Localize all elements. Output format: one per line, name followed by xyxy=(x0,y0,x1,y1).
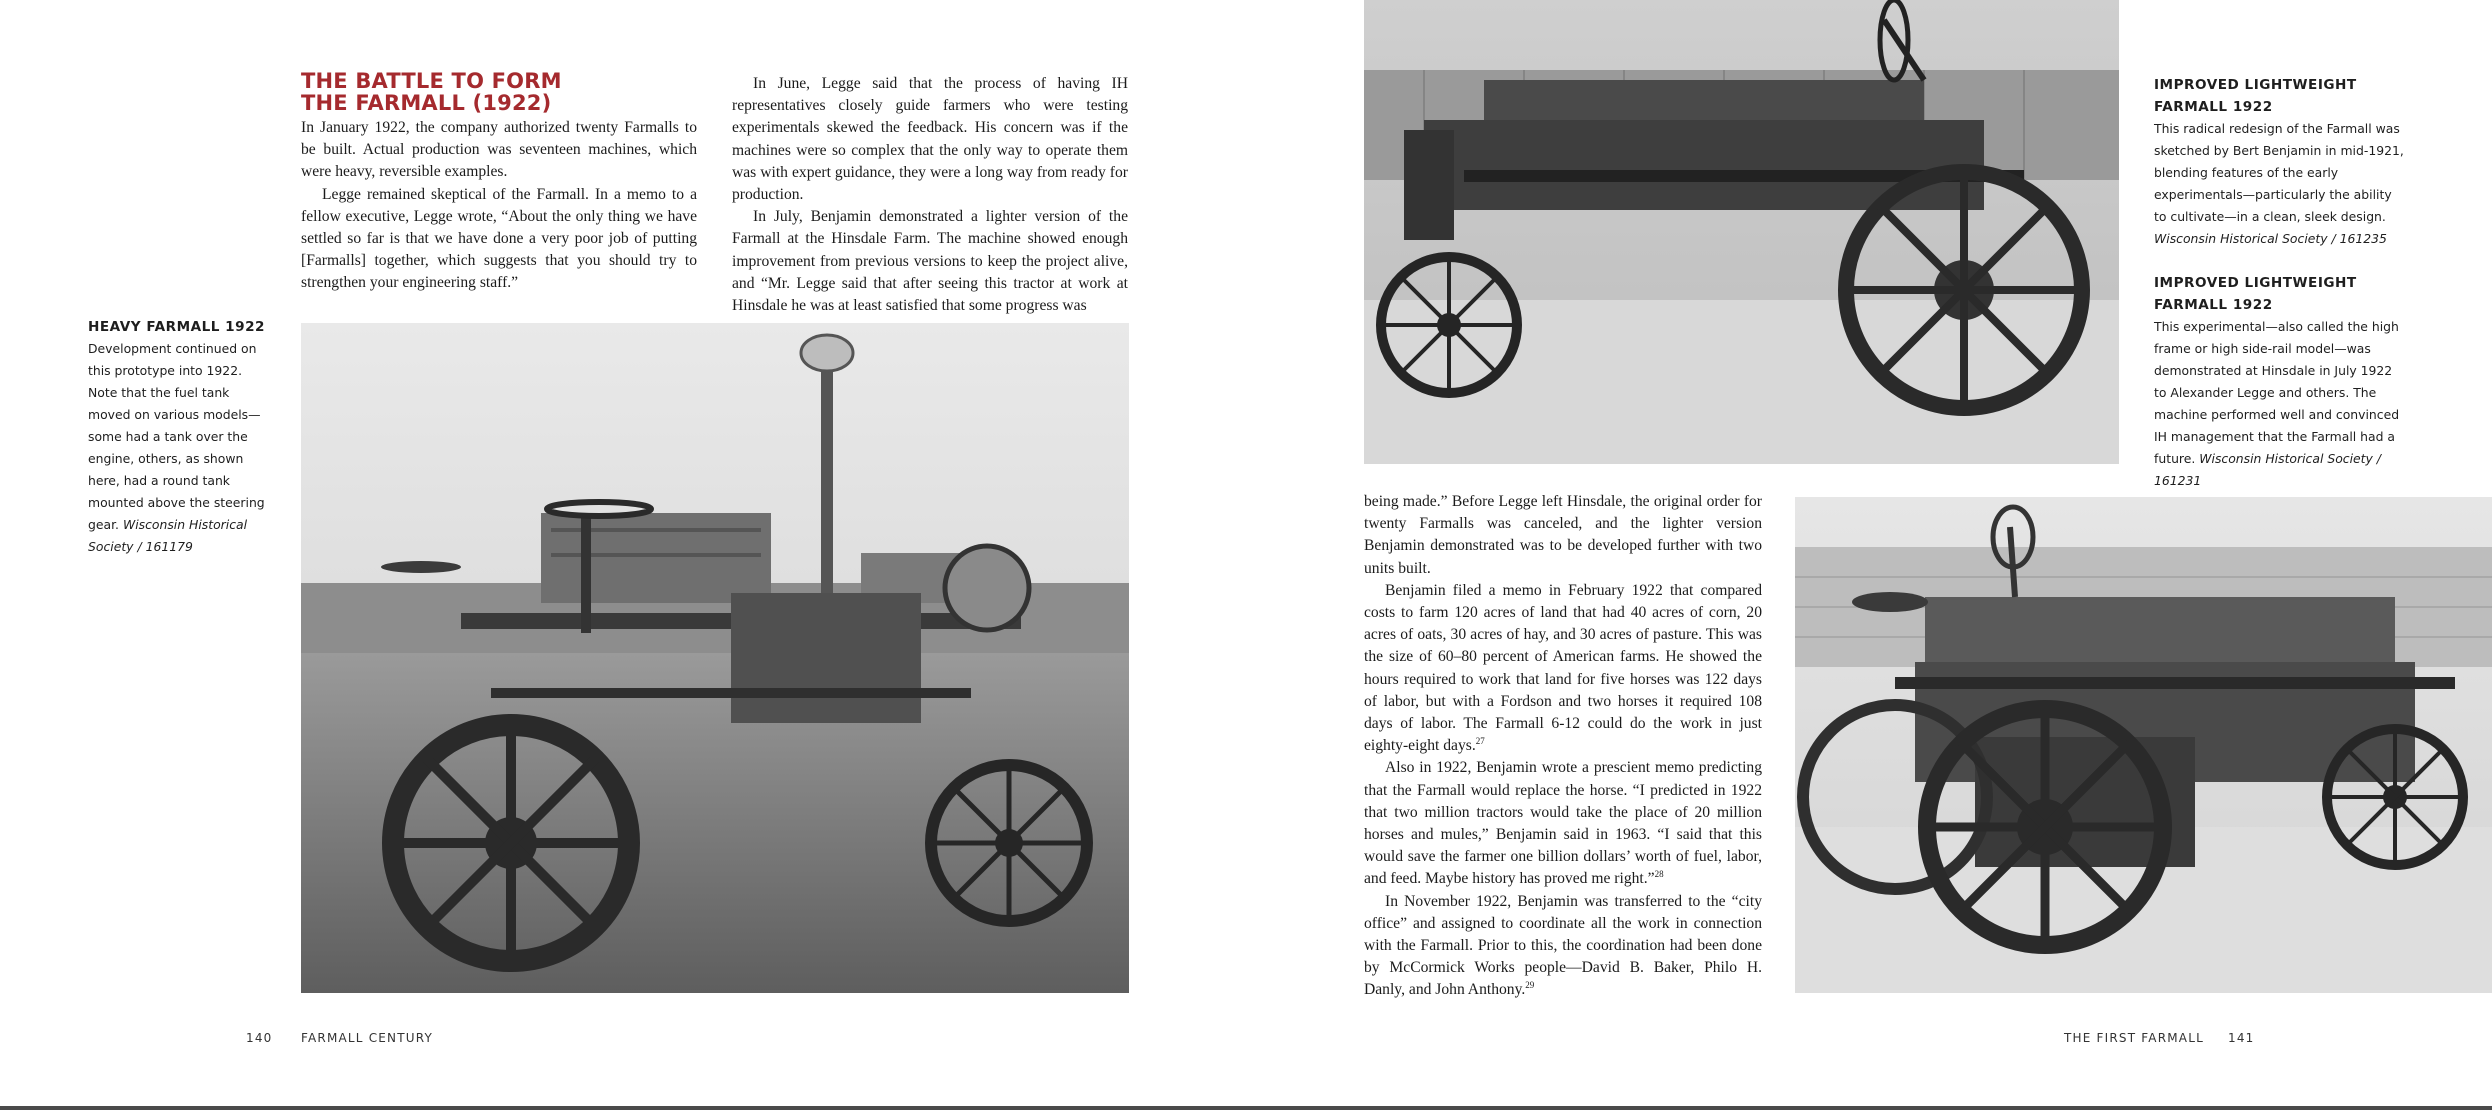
caption-credit: Wisconsin Historical Society / 161235 xyxy=(2154,231,2387,246)
left-text-column-1 xyxy=(301,117,697,295)
caption-title: HEAVY FARMALL 1922 xyxy=(88,319,266,335)
caption-lightweight-1 xyxy=(2154,74,2404,250)
caption-title: FARMALL 1922 xyxy=(2154,99,2273,115)
page-number-right: 141 xyxy=(2228,1031,2255,1045)
page-number-left: 140 xyxy=(246,1031,273,1045)
left-text-column-2 xyxy=(732,73,1128,317)
caption-credit: Wisconsin Historical Society / 161179 xyxy=(88,517,248,554)
photo-heavy-farmall xyxy=(301,323,1129,993)
caption-text: This radical redesign of the Farmall was sketched by Bert Benjamin in mid-1921, blending features of the early experimentals—particularly the ability to cultivate—in a clean, sleek design. xyxy=(2154,121,2404,224)
paragraph: In July, Benjamin demonstrated a lighter version of the Farmall at the Hinsdale Farm. The machine showed enough improvement from previous versions to keep the project alive, and “Mr. Legge said that after seeing this tractor at work at Hinsdale he was at least satisfied that some progress was xyxy=(732,208,1128,315)
footnote-ref: 28 xyxy=(1654,869,1664,880)
bottom-edge-bar xyxy=(0,1106,2492,1110)
paragraph-text: In November 1922, Benjamin was transferred to the “city office” and assigned to coordinate all the work in connection with the Farmall. Prior to this, the coordination had been done by McCormick Works people—David B. Baker, Philo H. Danly, and John Anthony. xyxy=(1364,892,1762,999)
caption-title: FARMALL 1922 xyxy=(2154,297,2273,313)
caption-credit: Wisconsin Historical Society / 161231 xyxy=(2154,451,2381,488)
caption-heavy-farmall xyxy=(88,316,270,558)
paragraph-text: Benjamin filed a memo in February 1922 that compared costs to farm 120 acres of land that had 40 acres of corn, 20 acres of oats, 30 acres of hay, and 30 acres of pasture. This was the size of 60–80 percent of American farms. He showed the hours required to work that land for five horses was 122 days of labor, but with a Fordson and two horses it required 108 days of labor. The Farmall 6-12 could do the work in just eighty-eight days. xyxy=(1364,581,1762,755)
section-heading xyxy=(301,70,562,114)
heading-line-2: THE FARMALL (1922) xyxy=(301,91,552,115)
heading-line-1: THE BATTLE TO FORM xyxy=(301,69,562,93)
caption-text: This experimental—also called the high frame or high side-rail model—was demonstrated at Hinsdale in July 1922 to Alexander Legge and others. The machine performed well and convinced IH management that the Farmall had a future. xyxy=(2154,319,2400,466)
caption-lightweight-2 xyxy=(2154,272,2404,492)
paragraph xyxy=(1364,757,1762,890)
photo-lightweight-farmall-bottom xyxy=(1795,497,2492,993)
photo-lightweight-farmall-top xyxy=(1364,0,2119,464)
running-head-left: FARMALL CENTURY xyxy=(301,1031,434,1045)
paragraph-text: being made.” Before Legge left Hinsdale, the original order for twenty Farmalls was canceled, and the lighter version Benjamin demonstrated was to be developed further with two units built. xyxy=(1364,493,1762,577)
footnote-ref: 29 xyxy=(1525,980,1535,991)
right-text-column xyxy=(1364,491,1762,1002)
paragraph: In January 1922, the company authorized twenty Farmalls to be built. Actual production was seventeen machines, which were heavy, reversible examples. xyxy=(301,119,697,181)
caption-title: IMPROVED LIGHTWEIGHT xyxy=(2154,77,2357,93)
paragraph: In June, Legge said that the process of having IH representatives closely guide farmers who were testing experimentals skewed the feedback. His concern was if the machines were so complex that the only way to operate them was with expert guidance, they were a long way from ready for production. xyxy=(732,75,1128,204)
footnote-ref: 27 xyxy=(1475,736,1485,747)
paragraph xyxy=(1364,580,1762,758)
running-head-right: THE FIRST FARMALL xyxy=(2064,1031,2204,1045)
paragraph: Legge remained skeptical of the Farmall. In a memo to a fellow executive, Legge wrote, “About the only thing we have settled so far is that we have done a very poor job of putting [Farmalls] together, which suggests that you should try to strengthen your engineering staff.” xyxy=(301,185,697,292)
paragraph-text: Also in 1922, Benjamin wrote a prescient memo predicting that the Farmall would replace the horse. “I predicted in 1922 that two million tractors would take the place of 20 million horses and mules,” Benjamin said in 1963. “I said that this would save the farmer one billion dollars’ worth of fuel, labor, and feed. Maybe history has proved me right.” xyxy=(1364,759,1762,888)
caption-title: IMPROVED LIGHTWEIGHT xyxy=(2154,275,2357,291)
caption-text: Development continued on this prototype into 1922. Note that the fuel tank moved on various models—some had a tank over the engine, others, as shown here, had a round tank mounted above the steering gear. xyxy=(88,341,265,532)
paragraph xyxy=(1364,491,1762,580)
paragraph xyxy=(1364,891,1762,1002)
